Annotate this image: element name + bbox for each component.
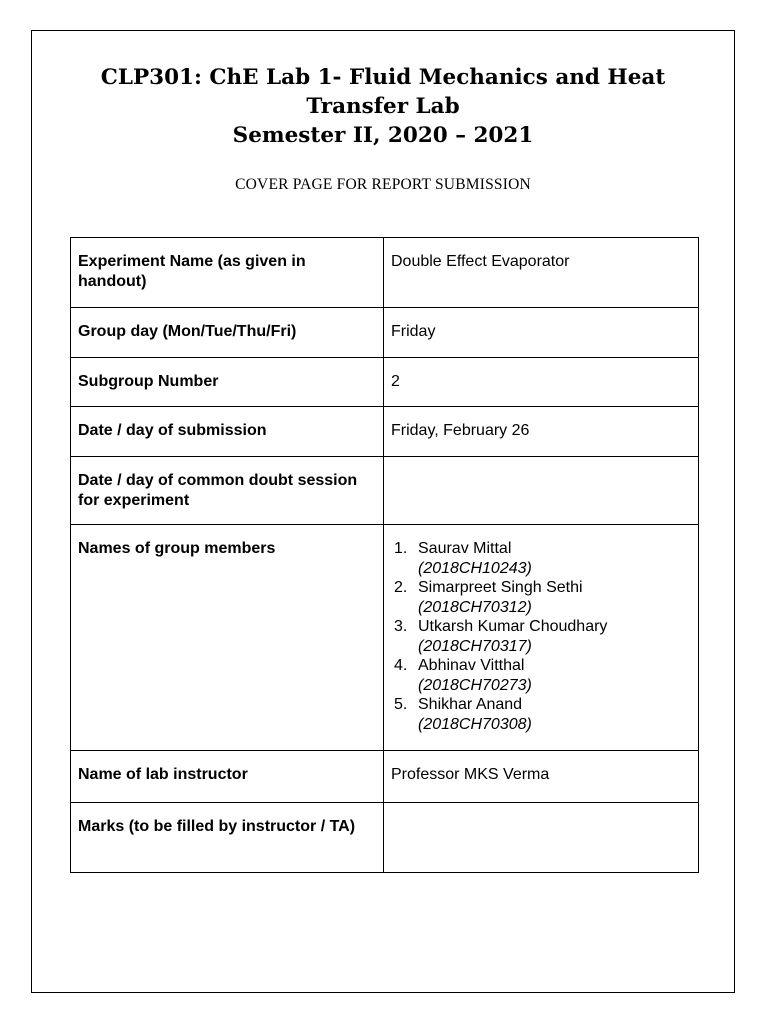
member-entry-number: (2018CH70308) bbox=[418, 715, 532, 733]
cover-page-subtitle: COVER PAGE FOR REPORT SUBMISSION bbox=[235, 176, 531, 193]
group-members-value bbox=[384, 525, 699, 751]
row-lab-instructor bbox=[71, 751, 699, 803]
row-marks bbox=[71, 803, 699, 873]
list-item bbox=[391, 578, 691, 617]
list-item bbox=[391, 656, 691, 695]
row-experiment-name bbox=[71, 238, 699, 308]
subgroup-number-label: Subgroup Number bbox=[71, 358, 384, 407]
row-doubt-session bbox=[71, 457, 699, 525]
lab-instructor-value: Professor MKS Verma bbox=[384, 751, 699, 803]
report-info-table bbox=[70, 237, 699, 873]
document-title bbox=[31, 63, 735, 150]
group-day-label: Group day (Mon/Tue/Thu/Fri) bbox=[71, 308, 384, 358]
member-entry-number: (2018CH70317) bbox=[418, 637, 532, 655]
title-line-1: CLP301: ChE Lab 1- Fluid Mechanics and Heat bbox=[100, 65, 666, 90]
member-name: Saurav Mittal bbox=[418, 540, 512, 557]
group-members-label: Names of group members bbox=[71, 525, 384, 751]
member-name: Shikhar Anand bbox=[418, 696, 523, 713]
group-day-value: Friday bbox=[384, 308, 699, 358]
marks-value bbox=[384, 803, 699, 873]
list-item-number: 2. bbox=[394, 579, 408, 596]
group-members-list bbox=[391, 539, 691, 734]
member-entry-number: (2018CH70273) bbox=[418, 676, 532, 694]
row-submission-date bbox=[71, 407, 699, 457]
submission-date-value: Friday, February 26 bbox=[384, 407, 699, 457]
title-line-2: Transfer Lab bbox=[306, 94, 460, 119]
experiment-name-label: Experiment Name (as given in handout) bbox=[71, 238, 384, 308]
list-item bbox=[391, 695, 691, 734]
marks-label: Marks (to be filled by instructor / TA) bbox=[71, 803, 384, 873]
list-item-number: 1. bbox=[394, 540, 408, 557]
list-item bbox=[391, 539, 691, 578]
member-entry-number: (2018CH10243) bbox=[418, 559, 532, 577]
row-group-members bbox=[71, 525, 699, 751]
list-item-number: 3. bbox=[394, 618, 408, 635]
title-line-3: Semester II, 2020 – 2021 bbox=[232, 123, 534, 148]
list-item-number: 5. bbox=[394, 696, 408, 713]
row-subgroup-number bbox=[71, 358, 699, 407]
subgroup-number-value: 2 bbox=[384, 358, 699, 407]
doubt-session-label: Date / day of common doubt session for experiment bbox=[71, 457, 384, 525]
list-item bbox=[391, 617, 691, 656]
member-name: Utkarsh Kumar Choudhary bbox=[418, 618, 608, 635]
experiment-name-value: Double Effect Evaporator bbox=[384, 238, 699, 308]
member-entry-number: (2018CH70312) bbox=[418, 598, 532, 616]
submission-date-label: Date / day of submission bbox=[71, 407, 384, 457]
member-name: Simarpreet Singh Sethi bbox=[418, 579, 583, 596]
member-name: Abhinav Vitthal bbox=[418, 657, 525, 674]
doubt-session-value bbox=[384, 457, 699, 525]
list-item-number: 4. bbox=[394, 657, 408, 674]
row-group-day bbox=[71, 308, 699, 358]
lab-instructor-label: Name of lab instructor bbox=[71, 751, 384, 803]
